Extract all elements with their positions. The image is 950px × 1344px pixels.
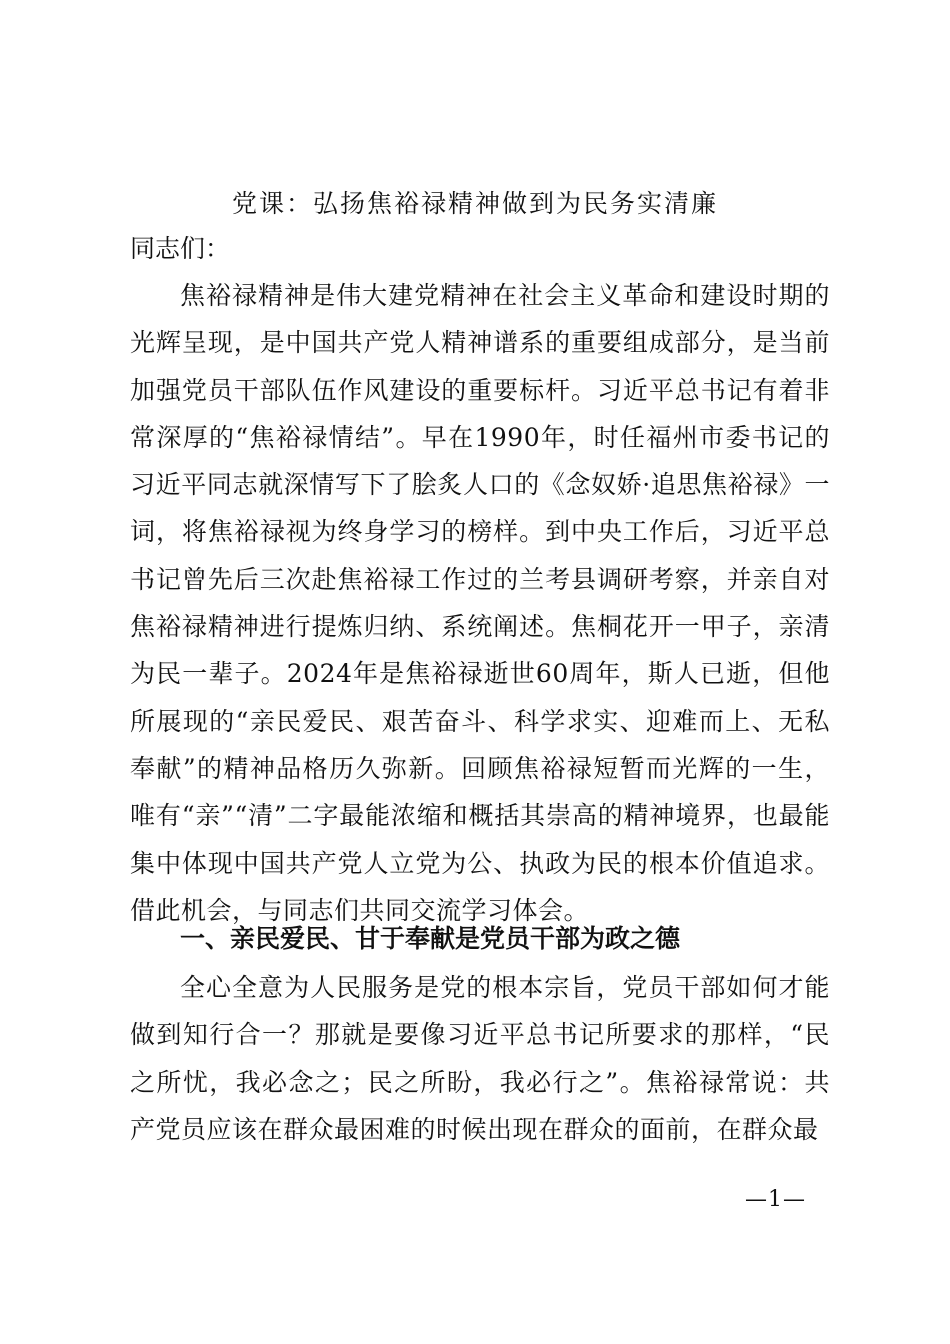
document-title: 党课：弘扬焦裕禄精神做到为民务实清廉 <box>231 189 718 218</box>
body-paragraph-section-1: 全心全意为人民服务是党的根本宗旨，党员干部如何才能做到知行合一？那就是要像习近平总书记所要求的那样，“民之所忧，我必念之；民之所盼，我必行之”。焦裕禄常说：共产党员应该在群众最困难的时候出现在群众的面前，在群众最 <box>130 973 830 1144</box>
section-heading-1: 一、亲民爱民、甘于奉献是党员干部为政之德 <box>180 924 681 953</box>
body-paragraph-intro: 焦裕禄精神是伟大建党精神在社会主义革命和建设时期的光辉呈现，是中国共产党人精神谱系的重要组成部分，是当前加强党员干部队伍作风建设的重要标杆。习近平总书记有着非常深厚的“焦裕禄情结”。早在1990年，时任福州市委书记的习近平同志就深情写下了脍炙人口的《念奴娇·追思焦裕禄》一词，将焦裕禄视为终身学习的榜样。到中央工作后，习近平总书记曾先后三次赴焦裕禄工作过的兰考县调研考察，并亲自对焦裕禄精神进行提炼归纳、系统阐述。焦桐花开一甲子，亲清为民一辈子。2024年是焦裕禄逝世60周年，斯人已逝，但他所展现的“亲民爱民、艰苦奋斗、科学求实、迎难而上、无私奉献”的精神品格历久弥新。回顾焦裕禄短暂而光辉的一生，唯有“亲”“清”二字最能浓缩和概括其崇高的精神境界，也最能集中体现中国共产党人立党为公、执政为民的根本价值追求。借此机会，与同志们共同交流学习体会。 <box>130 281 830 925</box>
page-number: —1— <box>745 1187 806 1212</box>
salutation: 同志们： <box>130 234 231 263</box>
